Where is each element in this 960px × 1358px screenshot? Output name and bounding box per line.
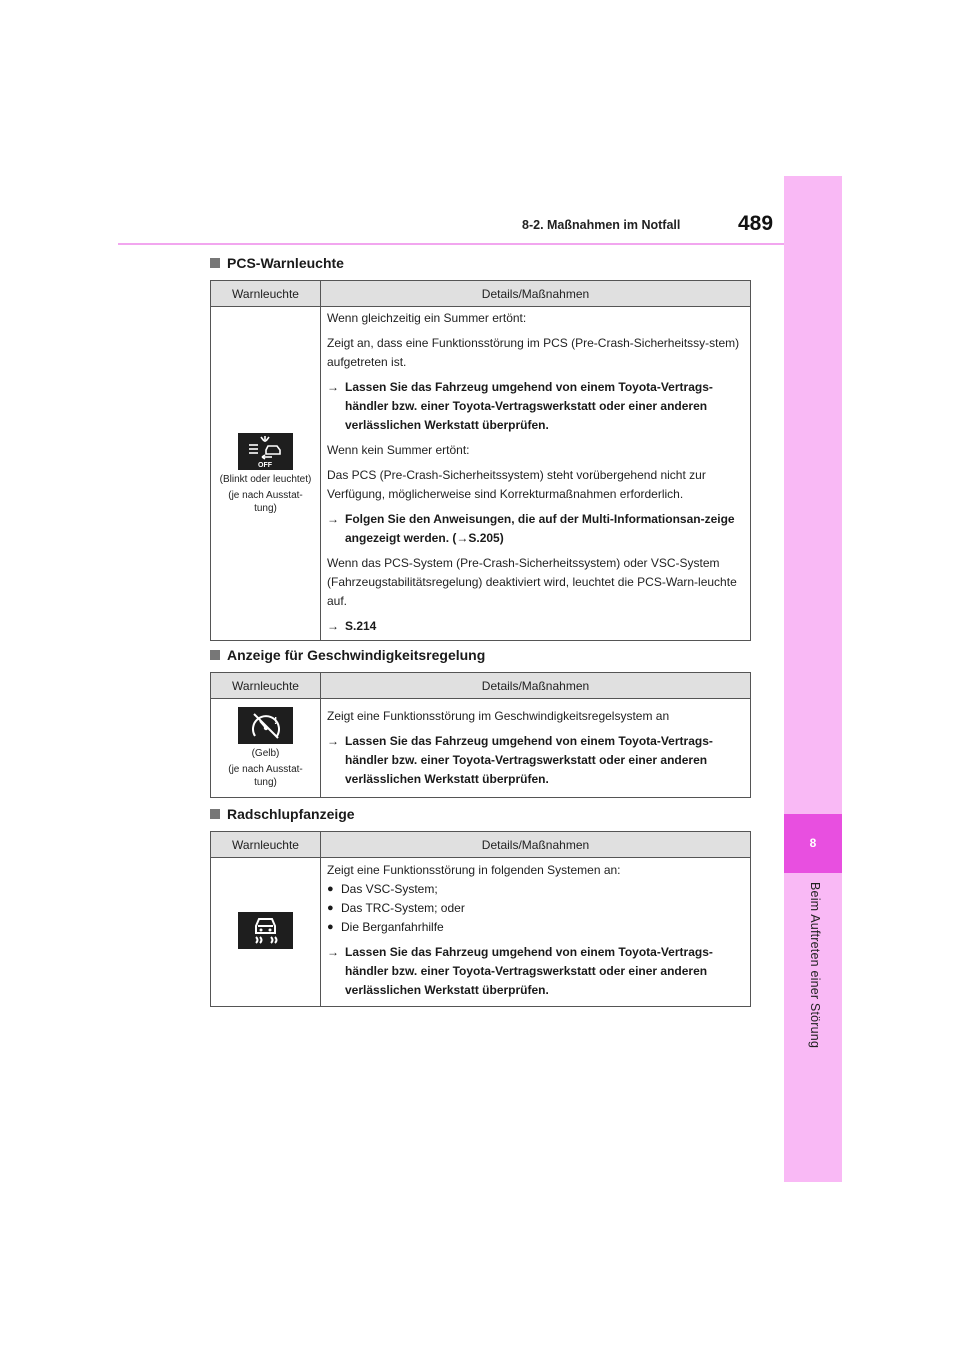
pcs-icon-cell <box>211 307 321 641</box>
slip-bullet-trc: ● Das TRC-System; oder <box>327 899 744 918</box>
slip-table <box>210 831 751 1007</box>
col-header-warnleuchte: Warnleuchte <box>211 673 321 699</box>
page-number: 489 <box>738 212 774 235</box>
slip-bullet-hill: ● Die Berganfahrhilfe <box>327 918 744 937</box>
bullet-icon: ● <box>327 921 334 933</box>
slip-icon-cell <box>211 858 321 1007</box>
slip-indicator-icon <box>238 912 293 949</box>
speed-icon-caption-1: (Gelb) <box>251 748 280 759</box>
col-header-warnleuchte: Warnleuchte <box>211 281 321 307</box>
speed-icon-caption-2: (je nach Ausstat-tung) <box>228 764 303 788</box>
speed-control-table <box>210 672 751 798</box>
col-header-details: Details/Maßnahmen <box>321 832 751 858</box>
section-header: 8-2. Maßnahmen im Notfall <box>522 218 681 232</box>
arrow-icon: → <box>327 512 339 526</box>
square-bullet-icon <box>210 650 220 660</box>
svg-text:!: ! <box>274 716 278 727</box>
slip-details-cell <box>321 858 751 1007</box>
header-rule <box>118 243 784 245</box>
slip-bullet-vsc: ● Das VSC-System; <box>327 880 744 899</box>
pcs-icon-caption-1: (Blinkt oder leuchtet) <box>219 473 312 485</box>
speed-control-malfunction-icon <box>238 707 293 744</box>
pcs-details-cell <box>321 307 751 641</box>
speed-details-cell <box>321 699 751 798</box>
slip-action-1: → Lassen Sie das Fahrzeug umgehend von einem Toyota-Vertrags-händler bzw. einer Toyota-Vertragswerkstatt oder einer anderen verlässlichen Werkstatt überprüfen. <box>327 943 744 1000</box>
svg-text:OFF: OFF <box>258 461 272 469</box>
pcs-text-no-buzzer: Wenn kein Summer ertönt: <box>327 443 470 457</box>
section-title-speed-control: Anzeige für Geschwindigkeitsregelung <box>210 647 485 663</box>
chapter-side-tab <box>784 176 842 1182</box>
bullet-icon: ● <box>327 883 334 895</box>
col-header-warnleuchte: Warnleuchte <box>211 832 321 858</box>
section-title-pcs: PCS-Warnleuchte <box>210 255 344 271</box>
bullet-icon: ● <box>327 902 334 914</box>
square-bullet-icon <box>210 258 220 268</box>
square-bullet-icon <box>210 809 220 819</box>
arrow-icon: → <box>327 945 339 959</box>
pcs-action-3: → S.214 <box>327 617 744 636</box>
pcs-table <box>210 280 751 641</box>
arrow-icon: → <box>327 734 339 748</box>
speed-action-1: → Lassen Sie das Fahrzeug umgehend von einem Toyota-Vertrags-händler bzw. einer Toyota-Vertragswerkstatt oder einer anderen verlässlichen Werkstatt überprüfen. <box>327 732 744 789</box>
pcs-text-deactivated: Wenn das PCS-System (Pre-Crash-Sicherheitssystem) oder VSC-System (Fahrzeugstabilitätsregelung) deaktiviert wird, leuchtet die PCS-Warn-leuchte auf. <box>327 556 737 608</box>
chapter-title: Beim Auftreten einer Störung <box>808 882 822 1049</box>
chapter-number: 8 <box>809 836 817 850</box>
pcs-action-2: → Folgen Sie den Anweisungen, die auf der Multi-Informationsan-zeige angezeigt werden. (→S.205) <box>327 510 744 548</box>
pcs-off-warning-icon <box>238 433 293 470</box>
col-header-details: Details/Maßnahmen <box>321 281 751 307</box>
speed-text-malfunction: Zeigt eine Funktionsstörung im Geschwindigkeitsregelsystem an <box>327 709 670 723</box>
pcs-text-buzzer: Wenn gleichzeitig ein Summer ertönt: <box>327 311 527 325</box>
arrow-icon: → <box>327 619 339 633</box>
pcs-icon-caption-2: (je nach Ausstat-tung) <box>228 489 303 514</box>
arrow-icon: → <box>327 380 339 394</box>
pcs-text-unavailable: Das PCS (Pre-Crash-Sicherheitssystem) steht vorübergehend nicht zur Verfügung, möglicherweise sind Korrekturmaßnahmen erforderlich. <box>327 468 706 501</box>
pcs-action-1: → Lassen Sie das Fahrzeug umgehend von einem Toyota-Vertrags-händler bzw. einer Toyota-Vertragswerkstatt oder einer anderen verlässlichen Werkstatt überprüfen. <box>327 378 744 435</box>
col-header-details: Details/Maßnahmen <box>321 673 751 699</box>
pcs-text-malfunction: Zeigt an, dass eine Funktionsstörung im PCS (Pre-Crash-Sicherheitssy-stem) aufgetreten ist. <box>327 336 740 369</box>
slip-text-malfunction: Zeigt eine Funktionsstörung in folgenden Systemen an: <box>327 863 621 877</box>
section-title-slip: Radschlupfanzeige <box>210 806 355 822</box>
speed-icon-cell <box>211 699 321 798</box>
